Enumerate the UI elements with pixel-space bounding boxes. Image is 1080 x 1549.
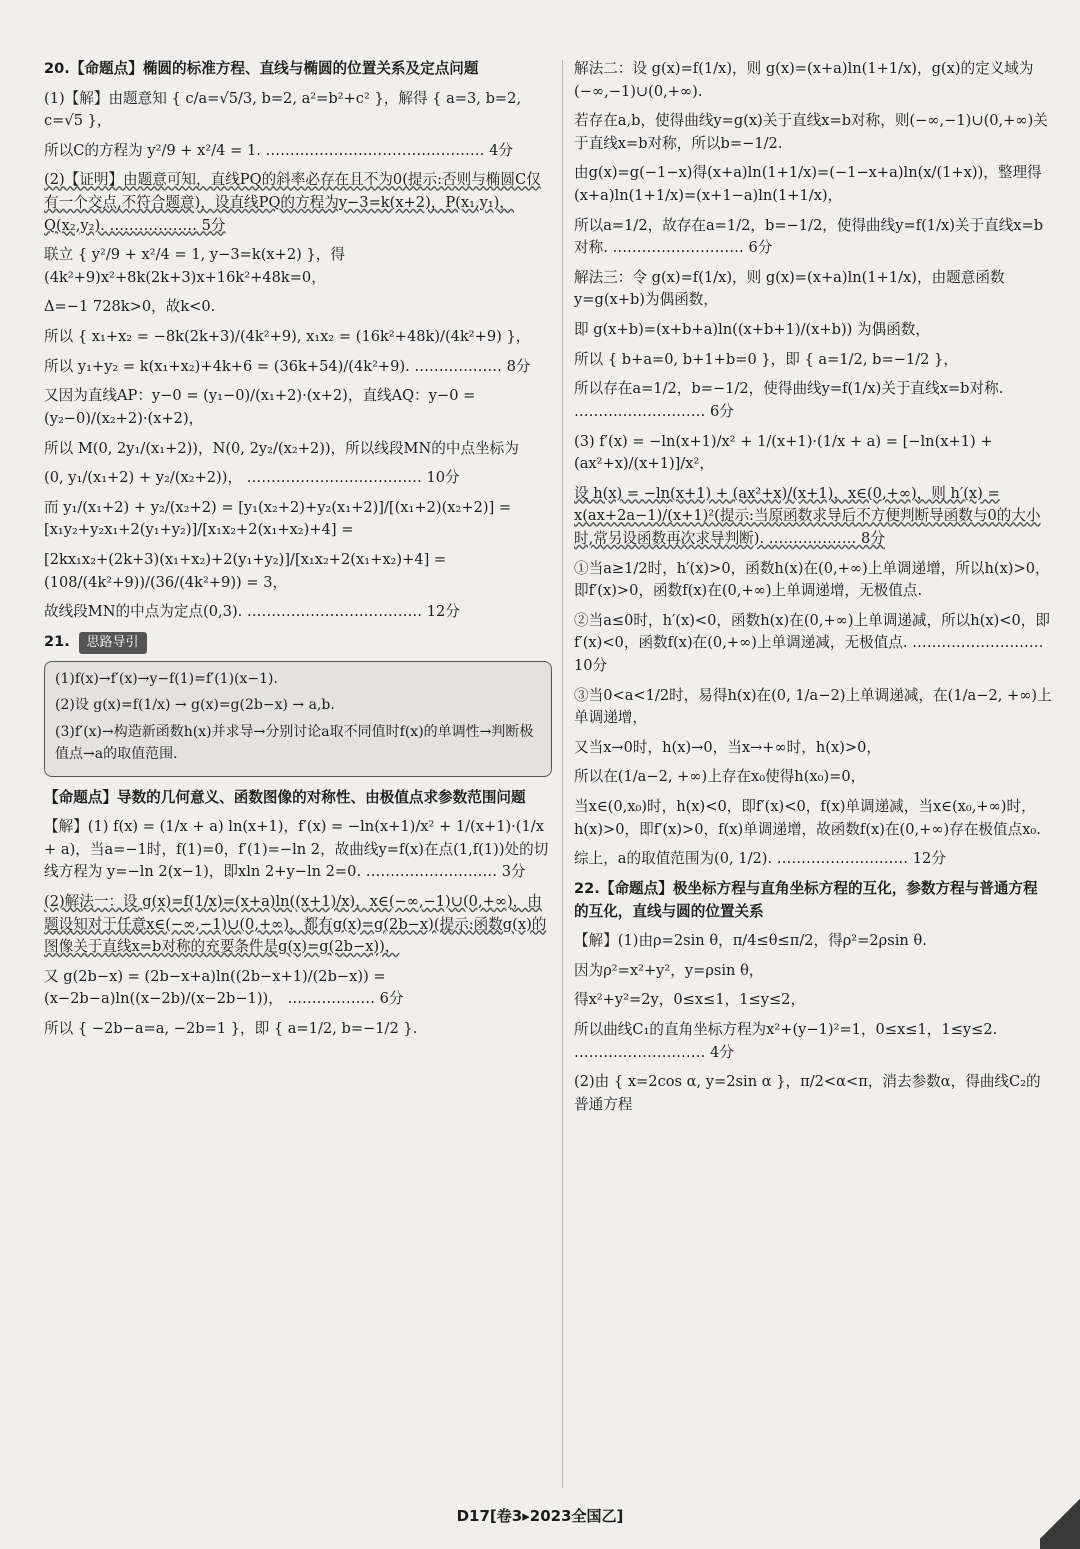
q21-part2-method1: (2)解法一：设 g(x)=f(1/x)=(x+a)ln((x+1)/x)，x∈(−∞,−1)∪(0,+∞)，由题设知对于任意x∈(−∞,−1)∪(0,+∞)，都有g(x)=g(2b−x)(提示:函数g(x)的图像关于直线x=b对称的充要条件是g(x)=g(2b−x))，: [44, 892, 547, 956]
q21-method2-result: 所以a=1/2，故存在a=1/2，b=−1/2，使得曲线y=f(1/x)关于直线x=b对称. ……………………… 6分: [574, 216, 1044, 257]
right-column: [574, 58, 1052, 1123]
guide-step-1: (1)f(x)→f′(x)→y−f(1)=f′(1)(x−1).: [55, 670, 278, 687]
q21-case3: ③当0<a<1/2时，易得h(x)在(0, 1/a−2)上单调递减，在(1/a−2, +∞)上单调递增，: [574, 686, 1052, 727]
q21-part2-symmetric: 又 g(2b−x) = (2b−x+a)ln((2b−x+1)/(2b−x)) = (x−2b−a)ln((x−2b)/(x−2b−1))， ……………… 6分: [44, 967, 404, 1008]
q21-method3-system: 所以 { b+a=0, b+1+b=0 }，即 { a=1/2, b=−1/2 }，: [574, 350, 958, 368]
q20-part1: (1)【解】由题意知 { c/a=√5/3, b=2, a²=b²+c² }，解得 { a=3, b=2, c=√5 }，: [44, 89, 522, 130]
q22-part2: (2)由 { x=2cos α, y=2sin α }，π/2<α<π，消去参数α，得曲线C₂的普通方程: [574, 1073, 1041, 1113]
guide-step-3: (3)f′(x)→构造新函数h(x)并求导→分别讨论a取不同值时f(x)的单调性→判断极值点→a的取值范围.: [55, 723, 534, 763]
column-divider: [562, 60, 563, 1488]
q21-part3-derivative: (3) f′(x) = −ln(x+1)/x² + 1/(x+1)·(1/x + a) = [−ln(x+1) + (ax²+x)/(x+1)]/x²，: [574, 432, 993, 473]
q20-sum-y: 所以 y₁+y₂ = k(x₁+x₂)+4k+6 = (36k+54)/(4k²+9). ……………… 8分: [44, 357, 531, 375]
q20-system: 联立 { y²/9 + x²/4 = 1, y−3=k(x+2) }，得(4k²+9)x²+8k(2k+3)x+16k²+48k=0，: [44, 246, 345, 286]
q21-case3-limits: 又当x→0时，h(x)→0，当x→+∞时，h(x)>0，: [574, 738, 881, 756]
q21-method3-intro: 解法三：令 g(x)=f(1/x)，则 g(x)=(x+a)ln(1+1/x)，由题意函数y=g(x+b)为偶函数，: [574, 268, 1005, 309]
q22-c1-equation: 所以曲线C₁的直角坐标方程为x²+(y−1)²=1，0≤x≤1，1≤y≤2. ……………………… 4分: [574, 1020, 998, 1061]
q21-method3-result: 所以存在a=1/2，b=−1/2，使得曲线y=f(1/x)关于直线x=b对称. ……………………… 6分: [574, 380, 1004, 420]
guide-box: [44, 661, 552, 777]
q20-vieta: 所以 { x₁+x₂ = −8k(2k+3)/(4k²+9), x₁x₂ = (16k²+48k)/(4k²+9) }，: [44, 328, 531, 346]
left-column: [44, 58, 552, 1048]
q20-conclusion: 故线段MN的中点为定点(0,3). ……………………………… 12分: [44, 603, 460, 621]
q22-relation: 因为ρ²=x²+y²，y=ρsin θ，: [574, 961, 764, 979]
q20-part2: (2)【证明】由题意可知，直线PQ的斜率必存在且不为0(提示:否则与椭圆C仅有一个交点,不符合题意)，设直线PQ的方程为y−3=k(x+2)，P(x₁,y₁)，Q(x₂,y₂). ……………… 5分: [44, 171, 541, 234]
q22-part1: 【解】(1)由ρ=2sin θ，π/4≤θ≤π/2，得ρ²=2ρsin θ.: [574, 932, 927, 950]
q20-delta: Δ=−1 728k>0，故k<0.: [44, 298, 216, 316]
q21-part2-result: 所以 { −2b−a=a, −2b=1 }，即 { a=1/2, b=−1/2 }.: [44, 1019, 418, 1037]
q21-heading: [44, 631, 552, 654]
q20-compute1: 而 y₁/(x₁+2) + y₂/(x₂+2) = [y₁(x₂+2)+y₂(x₁+2)]/[(x₁+2)(x₂+2)] = [x₁y₂+y₂x₁+2(y₁+y₂)]/[x₁x₂+2(x₁+x₂)+4] =: [44, 498, 512, 539]
q21-case3-monotone: 当x∈(0,x₀)时，h(x)<0，即f′(x)<0，f(x)单调递减，当x∈(x₀,+∞)时，h(x)>0，即f′(x)>0，f(x)单调递增，故函数f(x)在(0,+∞)存在极值点x₀.: [574, 798, 1041, 838]
q21-part1: 【解】(1) f(x) = (1/x + a) ln(x+1)，f′(x) = −ln(x+1)/x² + 1/(x+1)·(1/x + a)，当a=−1时，f(1)=0，f′(1)=−ln 2，故曲线y=f(x)在点(1,f(1))处的切线方程为 y=−ln 2(x−1)，即xln 2+y−ln 2=0. ……………………… 3分: [44, 818, 549, 881]
q22-header: 22.【命题点】极坐标方程与直角坐标方程的互化，参数方程与普通方程的互化，直线与圆的位置关系: [574, 879, 1038, 920]
q21-summary: 综上，a的取值范围为(0, 1/2). ……………………… 12分: [574, 850, 946, 868]
q21-case3-root: 所以在(1/a−2, +∞)上存在x₀使得h(x₀)=0，: [574, 768, 866, 786]
q21-method2-symmetry: 若存在a,b，使得曲线y=g(x)关于直线x=b对称，则(−∞,−1)∪(0,+∞)关于直线x=b对称，所以b=−1/2.: [574, 112, 1048, 152]
q20-midpoint: (0, y₁/(x₁+2) + y₂/(x₂+2))， ……………………………… 10分: [44, 469, 460, 487]
q21-method2-intro: 解法二：设 g(x)=f(1/x)，则 g(x)=(x+a)ln(1+1/x)，g(x)的定义域为(−∞,−1)∪(0,+∞).: [574, 60, 1034, 100]
page-corner-shadow: [1040, 1489, 1080, 1549]
q20-lines-ap-aq: 又因为直线AP：y−0 = (y₁−0)/(x₁+2)·(x+2)，直线AQ：y−0 = (y₂−0)/(x₂+2)·(x+2)，: [44, 387, 476, 427]
page-footer: D17[卷3▸2023全国乙]: [456, 1507, 624, 1525]
q21-case1: ①当a≥1/2时，h′(x)>0，函数h(x)在(0,+∞)上单调递增，所以h(x)>0，即f′(x)>0，函数f(x)在(0,+∞)上单调递增，无极值点.: [574, 559, 1050, 600]
guide-title: 思路导引: [79, 632, 147, 654]
q20-points-mn: 所以 M(0, 2y₁/(x₁+2))，N(0, 2y₂/(x₂+2))，所以线段MN的中点坐标为: [44, 439, 519, 457]
q20-compute2: [2kx₁x₂+(2k+3)(x₁+x₂)+2(y₁+y₂)]/[x₁x₂+2(x₁+x₂)+4] = (108/(4k²+9))/(36/(4k²+9)) = 3，: [44, 550, 447, 591]
q20-header: 20.【命题点】椭圆的标准方程、直线与椭圆的位置关系及定点问题: [44, 60, 479, 77]
q21-method3-even: 即 g(x+b)=(x+b+a)ln((x+b+1)/(x+b)) 为偶函数，: [574, 321, 930, 339]
q21-method2-simplify: 由g(x)=g(−1−x)得(x+a)ln(1+1/x)=(−1−x+a)ln(x/(1+x))，整理得(x+a)ln(1+1/x)=(x+1−a)ln(1+1/x)，: [574, 164, 1042, 205]
q21-topic: 【命题点】导数的几何意义、函数图像的对称性、由极值点求参数范围问题: [44, 788, 526, 806]
q21-number: 21.: [44, 632, 70, 650]
q21-part3-h: 设 h(x) = −ln(x+1) + (ax²+x)/(x+1)，x∈(0,+∞)，则 h′(x) = x(ax+2a−1)/(x+1)²(提示:当原函数求导后不方便判断导函数与0的大小时,常另设函数再次求导判断). ……………… 8分: [574, 484, 1041, 547]
guide-step-2: (2)设 g(x)=f(1/x) → g(x)=g(2b−x) → a,b.: [55, 697, 335, 714]
q22-derived: 得x²+y²=2y，0≤x≤1，1≤y≤2，: [574, 991, 806, 1009]
q21-case2: ②当a≤0时，h′(x)<0，函数h(x)在(0,+∞)上单调递减，所以h(x)<0，即f′(x)<0，函数f(x)在(0,+∞)上单调递减，无极值点. ……………………… 10分: [574, 611, 1050, 675]
q20-equation-c: 所以C的方程为 y²/9 + x²/4 = 1. ……………………………………… 4分: [44, 141, 513, 159]
